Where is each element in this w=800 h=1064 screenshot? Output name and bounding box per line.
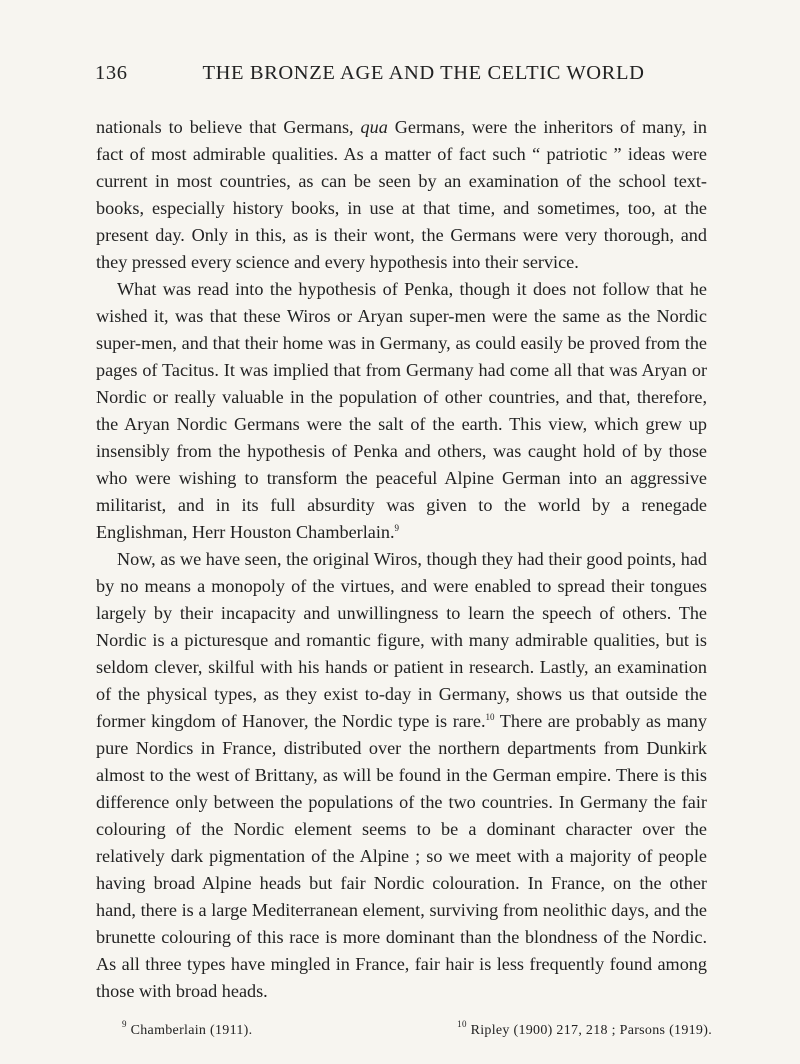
body-text xyxy=(96,114,707,1005)
footnote-marker-9: 9 xyxy=(122,1019,127,1029)
footnote-text-9: Chamberlain (1911). xyxy=(126,1023,253,1038)
paragraph-1-italic: qua xyxy=(360,116,388,137)
page-number: 136 xyxy=(95,62,128,84)
paragraph-3 xyxy=(96,546,707,1005)
paragraph-3-text-b: There are probably as many pure Nordics in France, distributed over the northern departments from Dunkirk almost to the west of Brittany, as will be found in the German empire. There is this difference only between the populations of the two countries. In Germany the fair colouring of the Nordic element seems to be a dominant character over the relatively dark pigmentation of the Alpine ; so we meet with a majority of people having broad Alpine heads but fair Nordic colouration. In France, on the other hand, there is a large Mediterranean element, surviving from neolithic days, and the brunette colouring of this race is more dominant than the blondness of the Nordic. As all three types have mingled in France, fair hair is less frequently found among those with broad heads. xyxy=(96,710,707,1001)
footnote-text-10: Ripley (1900) 217, 218 ; Parsons (1919). xyxy=(466,1023,712,1038)
paragraph-2 xyxy=(96,276,707,546)
paragraph-1-text-b: Germans, were the inheritors of many, in fact of most admirable qualities. As a matter of fact such “ patriotic ” ideas were current in most countries, as can be seen by an examination of the school text-books, especially history books, in use at that time, and sometimes, too, at the present day. Only in this, as is their wont, the Germans were very thorough, and they pressed every science and every hypothesis into their service. xyxy=(96,116,708,272)
paragraph-2-text: What was read into the hypothesis of Penka, though it does not follow that he wished it, was that these Wiros or Aryan super-men were the same as the Nordic super-men, and that their home was in Germany, as could easily be proved from the pages of Tacitus. It was implied that from Germany had come all that was Aryan or Nordic or really valuable in the population of other countries, and that, therefore, the Aryan Nordic Germans were the salt of the earth. This view, which grew up insensibly from the hypothesis of Penka and others, was caught hold of by those who were wishing to transform the peaceful Alpine German into an aggressive militarist, and in its full absurdity was given to the world by a renegade Englishman, Herr Houston Chamberlain. xyxy=(96,278,707,542)
footnote-ref-9: 9 xyxy=(394,522,400,533)
paragraph-3-text-a: Now, as we have seen, the original Wiros, though they had their good points, had by no means a monopoly of the virtues, and were enabled to spread their tongues largely by their incapacity and unwillingness to learn the speech of others. The Nordic is a picturesque and romantic figure, with many admirable qualities, but is seldom clever, skilful with his hands or patient in research. Lastly, an examination of the physical types, as they exist to-day in Germany, shows us that outside the former kingdom of Hanover, the Nordic type is rare. xyxy=(96,548,707,731)
footnotes xyxy=(122,1021,712,1041)
footnote-marker-10: 10 xyxy=(457,1019,467,1029)
footnote-ref-10: 10 xyxy=(485,711,495,722)
paragraph-1-text-a: nationals to believe that Germans, xyxy=(96,116,361,137)
paragraph-1 xyxy=(96,114,707,276)
page-header xyxy=(95,62,710,92)
running-head: THE BRONZE AGE AND THE CELTIC WORLD xyxy=(202,62,645,84)
footnote-9 xyxy=(122,1021,252,1041)
footnote-10 xyxy=(457,1021,712,1041)
